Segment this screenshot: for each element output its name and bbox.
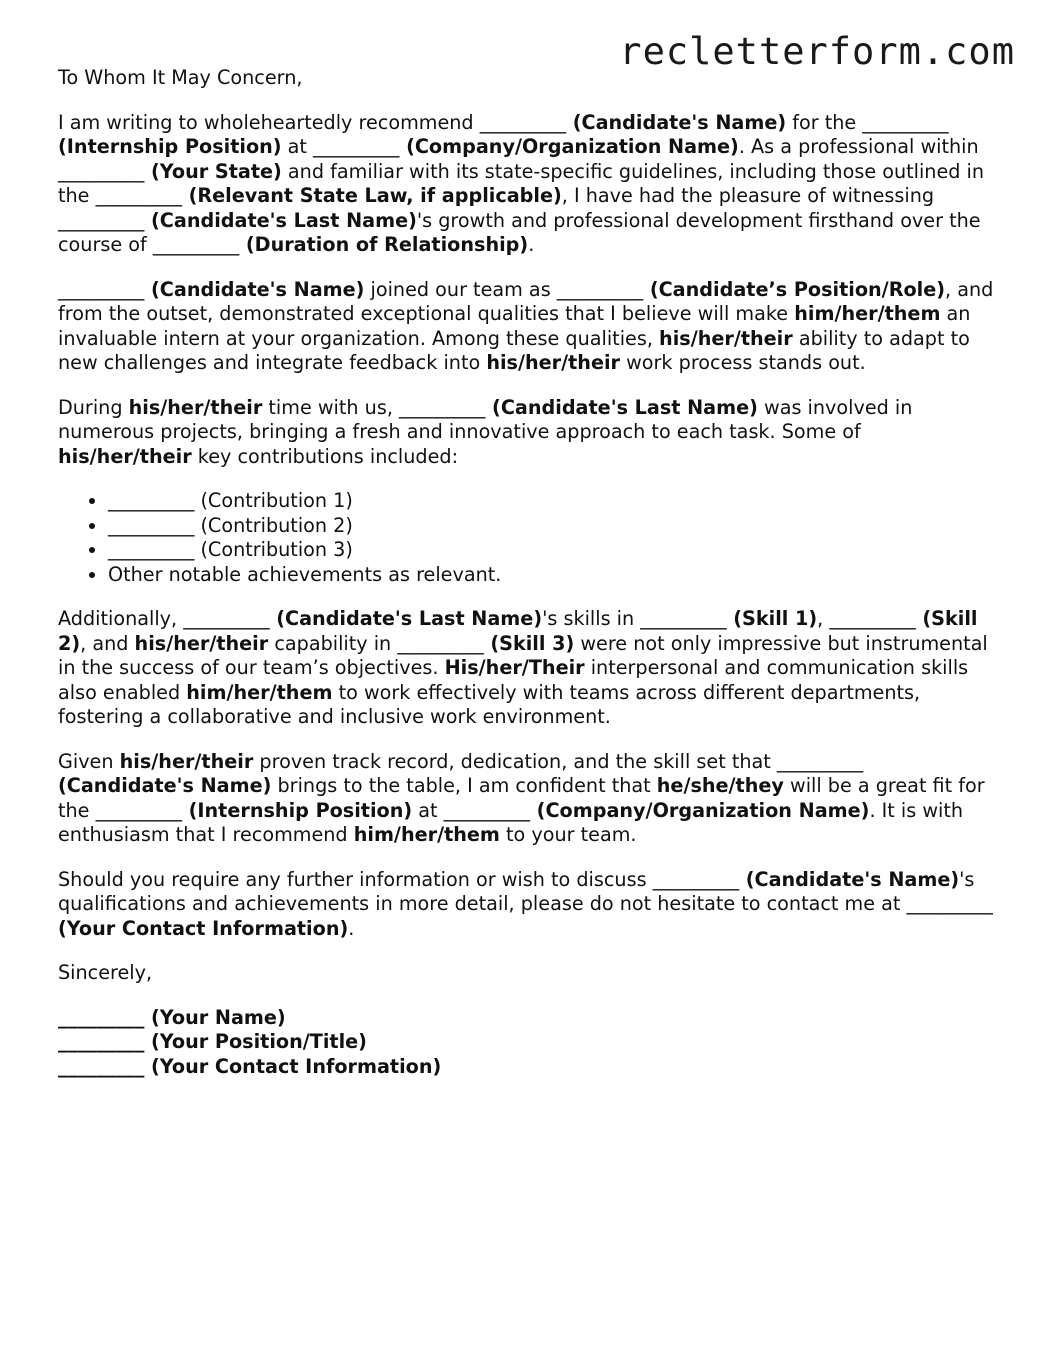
text-run: key contributions included: (191, 444, 459, 468)
text-run: _________ (95, 184, 182, 207)
text-run: _________ (640, 607, 727, 630)
signature-contact-text: _________ (Your Contact Information) (58, 1054, 442, 1078)
bold-text: (Candidate's Name) (58, 774, 272, 797)
signature-title-text: _________ (Your Position/Title) (58, 1030, 367, 1053)
bold-text: (Your Contact Information) (58, 916, 349, 940)
paragraph-contact (58, 868, 998, 942)
text-run: to work effectively with teams across different departments, fostering a collaborative and inclusive work environment. (58, 680, 921, 728)
text-run: was involved in numerous projects, bringing a fresh and innovative approach to each task. Some of (58, 395, 913, 443)
text-run: at (412, 798, 444, 822)
text-run: 's qualifications and achievements in more detail, please do not hesitate to contact me at (58, 867, 975, 915)
text-run: _________ (776, 749, 864, 773)
text-run: _________ (862, 110, 949, 134)
bold-text: him/her/them (794, 302, 941, 325)
signature-block (58, 1006, 998, 1080)
text-run: _________ (906, 892, 993, 915)
list-item: • _________ (Contribution 2) (108, 514, 998, 539)
bold-text: (Candidate's Last Name) (144, 208, 417, 232)
text-run: an invaluable intern at your organization. Among these qualities, (58, 302, 971, 350)
text-run: _________ (399, 395, 486, 419)
bold-text: him/her/them (353, 823, 500, 846)
text-run: _________ (652, 867, 740, 891)
text-run: time with us, (262, 395, 400, 419)
text-run: capability in (268, 631, 398, 655)
text-run: , (817, 607, 830, 630)
signature-contact (58, 1055, 998, 1080)
text-run: During (58, 395, 129, 419)
text-run: . (348, 916, 355, 940)
bold-text: (Skill 2) (58, 607, 978, 655)
text-run: interpersonal and communication skills also enabled (58, 656, 969, 704)
bold-text: (Skill 3) (483, 631, 575, 655)
bold-text: he/she/they (656, 774, 784, 797)
bold-text: (Internship Position) (58, 135, 282, 158)
text-run: 's growth and professional development firsthand over the course of (58, 208, 981, 256)
text-run: Additionally, (58, 607, 184, 630)
text-run: at (281, 135, 314, 158)
text-run: proven track record, dedication, and the skill set that (253, 749, 777, 773)
text-run: to your team. (499, 823, 637, 846)
bold-text: his/her/their (134, 631, 269, 655)
bold-text: (Company/Organization Name) (530, 798, 870, 822)
text-run: _________ (397, 631, 484, 655)
text-run: _________ (479, 110, 567, 134)
text-run: . It is with enthusiasm that I recommend (58, 798, 964, 846)
text-run: were not only impressive but instrumental in the success of our team’s objectives. (58, 631, 988, 679)
text-run: , and (80, 631, 135, 655)
text-run: _________ (556, 277, 644, 301)
contribution-list (58, 489, 998, 587)
bold-text: His/her/Their (444, 656, 585, 679)
signature-name (58, 1006, 998, 1031)
text-run: ability to adapt to new challenges and integrate feedback into (58, 326, 970, 374)
bold-text: (Internship Position) (181, 798, 413, 822)
text-run: , I have had the pleasure of witnessing (561, 184, 935, 207)
signature-title (58, 1030, 998, 1055)
text-run: joined our team as (364, 277, 557, 301)
text-run: _________ (58, 208, 145, 232)
text-run: work process stands out. (620, 351, 866, 374)
text-run: brings to the table, I am confident that (271, 774, 657, 797)
bold-text: (Candidate's Name) (739, 867, 960, 891)
bold-text: him/her/them (186, 680, 333, 704)
bold-text: (Candidate's Last Name) (269, 607, 543, 630)
paragraph-projects (58, 396, 998, 470)
bold-text: (Company/Organization Name) (399, 135, 739, 158)
bold-text: (Candidate's Last Name) (485, 395, 758, 419)
list-item: • Other notable achievements as relevant. (108, 563, 998, 588)
list-item: • _________ (Contribution 1) (108, 489, 998, 514)
greeting: To Whom It May Concern, (58, 66, 303, 89)
bold-text: (Candidate’s Position/Role) (643, 277, 946, 301)
list-item: • _________ (Contribution 3) (108, 538, 998, 563)
bold-text: (Relevant State Law, if applicable) (181, 184, 562, 207)
bold-text: (Your State) (144, 159, 282, 183)
bold-text: (Skill 1) (726, 607, 818, 630)
text-run: _________ (58, 159, 145, 183)
text-run: , and from the outset, demonstrated exceptional qualities that I believe will make (58, 277, 994, 325)
paragraph-role (58, 278, 998, 376)
bold-text: his/her/their (119, 749, 254, 773)
closing: Sincerely, (58, 961, 153, 984)
text-run: Given (58, 749, 120, 773)
text-run: _________ (58, 277, 145, 301)
text-run: Should you require any further information or wish to discuss (58, 867, 653, 891)
text-run: I am writing to wholeheartedly recommend (58, 110, 480, 134)
bold-text: his/her/their (659, 326, 793, 350)
signature-name-text: _________ (Your Name) (58, 1005, 286, 1029)
bold-text: his/her/their (128, 395, 263, 419)
text-run: _________ (829, 607, 916, 630)
text-run: _________ (183, 607, 270, 630)
bold-text: his/her/their (58, 444, 192, 468)
text-run: . As a professional within (738, 135, 979, 158)
text-run: and familiar with its state-specific guidelines, including those outlined in the (58, 159, 985, 207)
bold-text: (Duration of Relationship) (239, 233, 529, 256)
bold-text: (Candidate's Name) (144, 277, 365, 301)
text-run: _________ (443, 798, 530, 822)
paragraph-skills (58, 607, 998, 730)
text-run: _________ (95, 798, 182, 822)
text-run: 's skills in (542, 607, 641, 630)
letter-body (58, 66, 998, 1079)
paragraph-introduction (58, 111, 998, 258)
text-run: _________ (313, 135, 400, 158)
text-run: for the (786, 110, 863, 134)
paragraph-recommendation (58, 750, 998, 848)
text-run: _________ (152, 233, 240, 256)
text-run: . (528, 233, 535, 256)
text-run: will be a great fit for the (58, 774, 985, 822)
bold-text: his/her/their (486, 351, 621, 374)
bold-text: (Candidate's Name) (566, 110, 787, 134)
site-watermark: recletterform.com (619, 30, 1015, 73)
